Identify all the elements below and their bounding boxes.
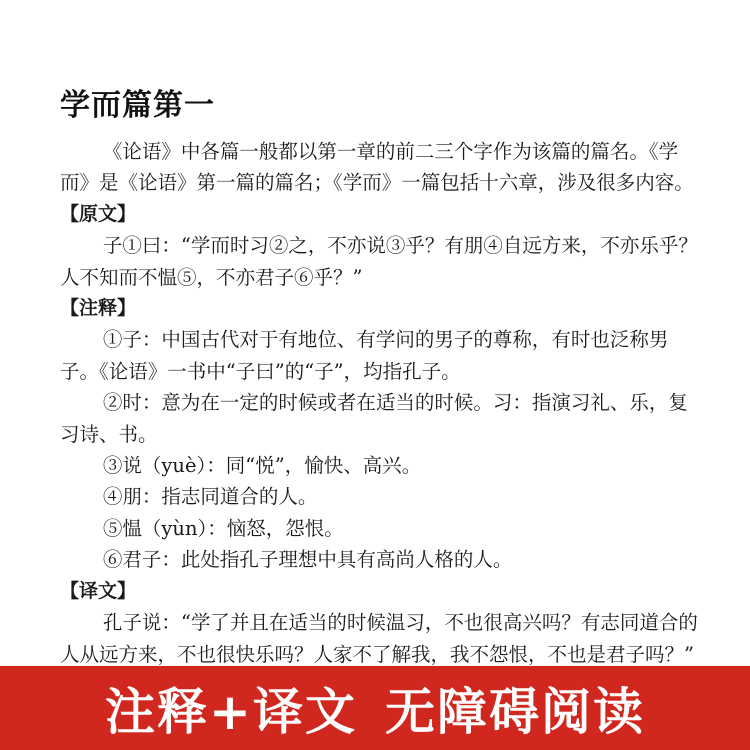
intro-paragraph: 《论语》中各篇一般都以第一章的前二三个字作为该篇的篇名。《学而》是《论语》第一篇的篇名；《学而》一篇包括十六章，涉及很多内容。 — [60, 140, 694, 195]
note-item-1: ①子：中国古代对于有地位、有学问的男子的尊称，有时也泛称男子。《论语》一书中“子曰”的“子”，均指孔子。 — [60, 328, 669, 383]
page-title: 学而篇第一 — [60, 88, 215, 123]
translation-text: 孔子说：“学了并且在适当的时候温习，不也很高兴吗？有志同道合的人从远方来，不也很快乐吗？人家不了解我，我不怨恨，不也是君子吗？” — [60, 611, 698, 666]
notes-heading: 【注释】 — [60, 297, 137, 320]
banner-right-text: 无障碍阅读 — [384, 683, 645, 741]
original-text: 子①曰：“学而时习②之，不亦说③乎？有朋④自远方来，不亦乐乎？人不知而不愠⑤，不亦君子⑥乎？” — [60, 234, 698, 289]
note-item-2: ②时：意为在一定的时候或者在适当的时候。习：指演习礼、乐，复习诗、书。 — [60, 391, 688, 446]
translation-heading: 【译文】 — [60, 579, 137, 602]
note-item-3: ③说（yuè）：同“悦”，愉快、高兴。 — [102, 454, 422, 478]
document-body — [60, 136, 700, 670]
note-item-4: ④朋：指志同道合的人。 — [102, 485, 318, 509]
note-item-5: ⑤愠（yùn）：恼怒，怨恨。 — [102, 516, 344, 540]
note-item-6: ⑥君子：此处指孔子理想中具有高尚人格的人。 — [102, 548, 513, 572]
banner-left-text: 注释+译文 — [105, 683, 357, 741]
promo-banner — [0, 666, 750, 750]
original-heading: 【原文】 — [60, 202, 137, 225]
